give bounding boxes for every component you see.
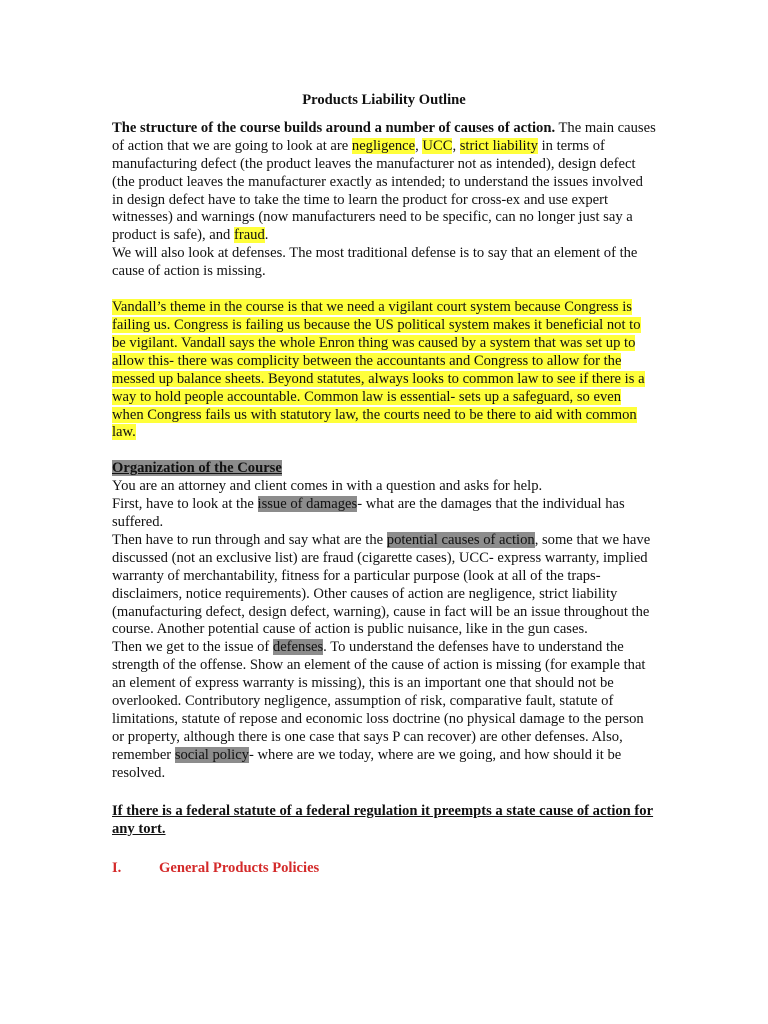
vandall-theme-paragraph [112, 299, 656, 442]
org-p4-text-b: . To understand the defenses have to understand the strength of the offense. Show an element of the cause of action is missing (for example that an element of express warranty is missing), this is an important one that should not be overlooked. Contributory negligence, assumption of risk, comparative fault, statute of limitations, statute of repose and economic loss doctrine (no physical damage to the person or property, although there is one case that says P can recover) are other defenses. Also, remember [112, 639, 646, 763]
highlight-defenses: defenses [272, 639, 324, 656]
highlight-fraud: fraud [233, 227, 265, 244]
defenses-intro-paragraph: We will also look at defenses. The most traditional defense is to say that an element of the cause of action is missing. [112, 245, 638, 280]
spacer [112, 281, 656, 299]
intro-text-3: , [452, 137, 460, 154]
organization-paragraph-4 [112, 639, 656, 782]
org-p2-text-b: - what are the damages that the individual has suffered. [112, 496, 625, 531]
org-p4-text-c: - where are we today, where are we going, and how should it be resolved. [112, 746, 622, 781]
intro-text-5: . [264, 227, 269, 244]
organization-paragraph-2 [112, 496, 656, 532]
intro-bold-lead: The structure of the course builds around a number of causes of action. [112, 119, 556, 136]
intro-paragraph [112, 120, 656, 245]
org-p2-text-a: First, have to look at the [112, 496, 258, 513]
organization-heading [112, 460, 656, 478]
spacer [112, 783, 656, 803]
organization-paragraph-3 [112, 532, 656, 639]
highlight-negligence: negligence [351, 137, 416, 154]
intro-text-2: , [415, 137, 423, 154]
section-number: I. [112, 860, 122, 877]
highlight-strict-liability: strict liability [459, 137, 538, 154]
highlight-social-policy: social policy [174, 746, 249, 763]
highlight-ucc: UCC [422, 137, 453, 154]
document-title: Products Liability Outline [302, 92, 466, 108]
organization-heading-text: Organization of the Course [112, 460, 282, 477]
org-p3-text-b: , some that we have discussed (not an exclusive list) are fraud (cigarette cases), UCC- express warranty, implied warranty of merchantability, fitness for a particular purpose (look at all of the traps- disclaimers, notice requirements). Other causes of action are negligence, strict liability (manufacturing defect, design defect, warning), cause in fact will be an issue throughout the course. Another potential cause of action is public nuisance, like in the gun cases. [112, 531, 651, 638]
section-heading-1 [112, 860, 656, 878]
organization-paragraph-1: You are an attorney and client comes in with a question and asks for help. [112, 478, 543, 495]
org-p4-text-a: Then we get to the issue of [112, 639, 273, 656]
spacer [112, 442, 656, 460]
highlight-potential-causes: potential causes of action [386, 531, 535, 548]
highlight-issue-of-damages: issue of damages [257, 496, 358, 513]
intro-text-4: in terms of manufacturing defect (the product leaves the manufacturer not as intended), design defect (the product leaves the manufacturer exactly as intended; to understand the issues involved in design defect have to take the time to learn the product for cross-ex and use expert witnesses) and warnings (now manufacturers need to be specific, can no longer just say a product is safe), and [112, 137, 643, 244]
org-p3-text-a: Then have to run through and say what are the [112, 531, 387, 548]
intro-text-1: The main causes of action that we are going to look at are [112, 119, 656, 154]
preemption-statement: If there is a federal statute of a federal regulation it preempts a state cause of action for any tort. [112, 802, 654, 837]
vandall-theme-highlight: Vandall’s theme in the course is that we need a vigilant court system because Congress is failing us. Congress is failing us because the US political system makes it beneficial not to be vigilant. Vandall says the whole Enron thing was caused by a system that was set up to allow this- there was complicity between the accountants and Congress to allow for the messed up balance sheets. Beyond statutes, always looks to common law to see if there is a way to hold people accountable. Common law is essential- sets up a safeguard, so even when Congress fails us with statutory law, the courts need to be there to aid with common law. [112, 299, 645, 441]
section-title: General Products Policies [159, 860, 320, 877]
